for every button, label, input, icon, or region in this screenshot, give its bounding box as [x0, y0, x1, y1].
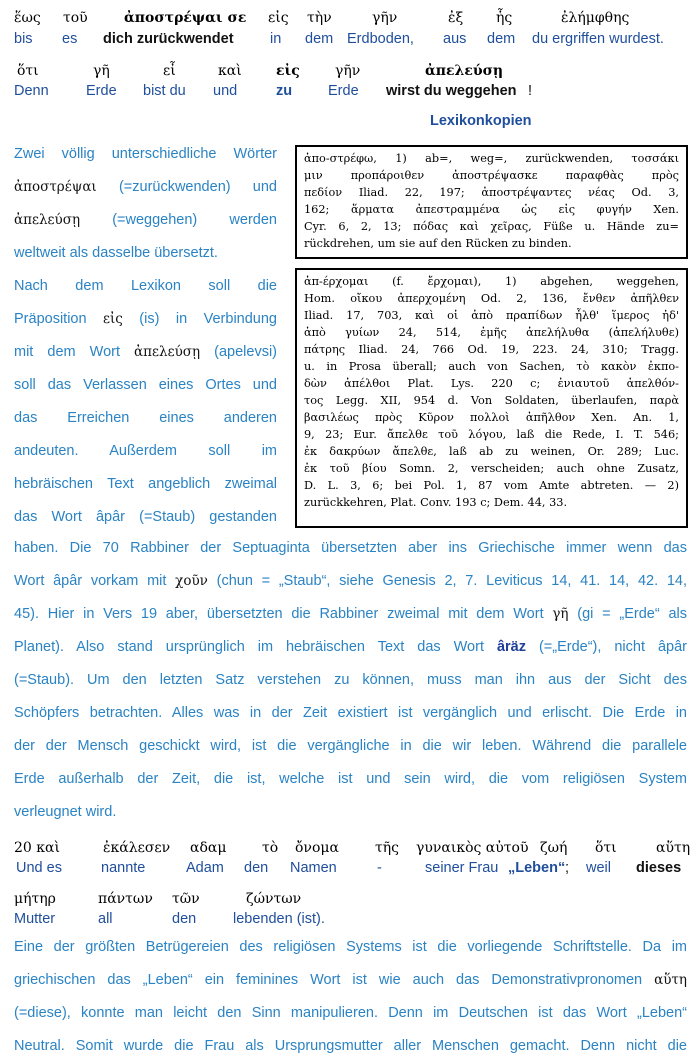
- greek-word: ἐλήμφθης: [561, 10, 630, 26]
- lexicon-line: ἀπὸ γυίων 24, 514, ἐμῆς ἀπελήλυθα (ἀπελήλυθε): [304, 326, 679, 339]
- greek-word: καὶ: [218, 63, 242, 79]
- greek-word: εἰς: [268, 10, 289, 26]
- german-word: Denn: [14, 83, 49, 99]
- lexicon-line: D. L. 3, 6; bei Pol. 1, 87 vom Amte abtreten. — 2): [304, 479, 679, 492]
- german-word: Erdboden,: [347, 31, 414, 47]
- lexicon-line: rückdrehen, um sie auf den Rücken zu binden.: [304, 237, 572, 250]
- german-word: und: [213, 83, 238, 99]
- german-word: aus: [443, 31, 467, 47]
- german-word: Erde: [328, 83, 359, 99]
- greek-word: ἀποστρέψαι σε: [124, 10, 247, 26]
- lexicon-line: ἀπο-στρέφω, 1) ab=, weg=, zurückwenden, τοσσάκι: [304, 152, 679, 165]
- german-word: all: [98, 911, 113, 927]
- text-line: Erde außerhalb der Zeit, die ist, welche ist und sein wird, die vom religiösen System: [14, 771, 687, 787]
- greek-word: ἐκάλεσεν: [103, 840, 171, 856]
- lexicon-line: ἐκ δακρύων ἄπελθε, laß ab zu weinen, Or. 289; Luc.: [304, 445, 679, 458]
- lexicon-line: ἀπ-έρχομαι (f. ἔρχομαι), 1) abgehen, weggehen,: [304, 275, 679, 288]
- text-line: Zwei völlig unterschiedliche Wörter: [14, 146, 277, 162]
- german-word: weil: [586, 860, 611, 876]
- german-word: bis: [14, 31, 33, 47]
- lexicon-line: δὼν ἀπέλθοι Plat. Lys. 220 c; ἐνιαυτοῦ ἀπελθόν-: [304, 377, 679, 390]
- german-word: in: [270, 31, 282, 47]
- german-word: Und es: [16, 860, 62, 876]
- greek-word: αὕτη: [656, 840, 691, 856]
- german-word: nannte: [101, 860, 146, 876]
- greek-word: ὄνομα: [295, 840, 339, 856]
- german-word: Namen: [290, 860, 337, 876]
- text-line: 45). Hier in Vers 19 aber, übersetzten die Rabbiner zweimal mit dem Wort γῆ (gi = „Erde“ als: [14, 606, 687, 622]
- greek-word: εἶ: [163, 63, 176, 79]
- text-line: andeuten. Außerdem soll im: [14, 443, 277, 459]
- lexicon-line: πάτρης Iliad. 24, 766 Od. 19, 223. 24, 310; Tragg.: [304, 343, 679, 356]
- greek-word: αδαμ: [190, 840, 227, 856]
- greek-word: 20 καὶ: [14, 840, 60, 856]
- german-word: es: [62, 31, 78, 47]
- german-word: zu: [276, 83, 293, 99]
- german-word: lebenden (ist).: [233, 911, 325, 927]
- greek-word: γῆν: [372, 10, 398, 26]
- german-word: „Leben“: [508, 860, 566, 876]
- text-line: ἀποστρέψαι (=zurückwenden) und: [14, 179, 277, 195]
- greek-word: ὅτι: [17, 63, 39, 79]
- greek-word: τὴν: [307, 10, 332, 26]
- text-line: verleugnet wird.: [14, 804, 117, 820]
- text-line: (=diese), konnte man leicht den Sinn manipulieren. Denn im Deutschen ist das Wort „Leben“: [14, 1005, 687, 1021]
- text-line: hebräischen Text angeblich zweimal: [14, 476, 277, 492]
- text-line: haben. Die 70 Rabbiner der Septuaginta übersetzten aber ins Griechische immer wenn das: [14, 540, 687, 556]
- lexicon-line: Hom. οἴκου ἀπερχομένη Od. 2, 136, ἔνθεν ἀπῆλθεν: [304, 292, 679, 305]
- greek-word: γῆ: [93, 63, 110, 79]
- text-line: das Wort âpâr (=Staub) gestanden: [14, 509, 277, 525]
- verse19-german-row1: [0, 29, 699, 53]
- lexicon-line: 162; ἅρματα ἀπεστραμμένα ὡς εἰς φυγήν Xen.: [304, 203, 679, 216]
- lexicon-entry-apostrepho: [295, 145, 688, 259]
- lexicon-line: 9, 23; Eur. ἄπελθε τοῦ λόγου, laß die Rede, I. T. 546;: [304, 428, 679, 441]
- greek-word: ζώντων: [246, 891, 302, 907]
- german-word: Mutter: [14, 911, 56, 927]
- text-line: der der Mensch geschickt wird, ist die vergängliche in die wir leben. Während die parallele: [14, 738, 687, 754]
- lexicon-line: μιν προπάροιθεν ἀποστρέψασκε παραφθὰς πρὸς: [304, 169, 679, 182]
- greek-word: ἕως: [14, 10, 41, 26]
- german-word: dich zurückwendet: [103, 31, 234, 47]
- greek-word: γυναικὸς αὐτοῦ: [416, 840, 529, 856]
- german-word: dem: [487, 31, 516, 47]
- lexicon-entry-aperchomai: [295, 268, 688, 528]
- german-word: Adam: [186, 860, 224, 876]
- lexicon-line: zurückkehren, Plat. Conv. 193 c; Dem. 44, 33.: [304, 496, 568, 509]
- greek-word: ἧς: [496, 10, 513, 26]
- text-line: weltweit als dasselbe übersetzt.: [14, 245, 218, 261]
- lexicon-title: Lexikonkopien: [430, 113, 532, 129]
- greek-word: ζωή: [540, 840, 568, 856]
- greek-word: εἰς: [276, 63, 300, 79]
- greek-word: τὸ: [262, 840, 279, 856]
- greek-word: τοῦ: [63, 10, 88, 26]
- text-line: griechischen das „Leben“ ein feminines Wort ist wie auch das Demonstrativpronomen αὕτη: [14, 972, 687, 988]
- text-line: (=Staub). Um den letzten Satz verstehen zu können, muss man ihn aus der Sicht des: [14, 672, 687, 688]
- verse19-german-row2: [0, 81, 699, 105]
- text-line: Präposition εἰς (is) in Verbindung: [14, 311, 277, 327]
- german-word: den: [172, 911, 197, 927]
- text-line: Wort âpâr vorkam mit χοῦν (chun = „Staub“, siehe Genesis 2, 7. Leviticus 14, 41. 14, 42. 14,: [14, 573, 687, 589]
- verse20-german-row2: [0, 909, 699, 933]
- german-word: seiner Frau: [425, 860, 499, 876]
- lexicon-line: βασιλέως πρὸς Κῦρον πολλοὶ ἀπῆλθον Xen. An. 1,: [304, 411, 679, 424]
- german-word: !: [528, 83, 533, 99]
- greek-word: ἀπελεύσῃ: [425, 63, 504, 79]
- lexicon-line: ἐκ τοῦ βίου Somn. 2, verscheiden; auch ohne Zusatz,: [304, 462, 679, 475]
- lexicon-line: u. in Prosa überall; auch von Sachen, τὸ κακὸν ἐκπο-: [304, 360, 679, 373]
- text-line: Planet). Also stand ursprünglich im hebräischen Text das Wort âräz (=„Erde“), nicht âpâr: [14, 639, 687, 655]
- greek-word: ἐξ: [448, 10, 464, 26]
- greek-word: πάντων: [98, 891, 153, 907]
- text-line: ἀπελεύσῃ (=weggehen) werden: [14, 212, 277, 228]
- lexicon-line: Iliad. 17, 703, καὶ οἱ ἀπὸ πραπίδων ἦλθ' ἵμερος ἠδ': [304, 309, 679, 322]
- greek-word: ὅτι: [595, 840, 617, 856]
- german-word: Erde: [86, 83, 117, 99]
- greek-word: τῶν: [172, 891, 200, 907]
- lexicon-line: τος Legg. XII, 954 d. Von Soldaten, überlaufen, παρὰ: [304, 394, 679, 407]
- german-word: den: [244, 860, 269, 876]
- lexicon-line: Cyr. 6, 2, 13; πόδας καὶ χεῖρας, Füße u. Hände zu=: [304, 220, 679, 233]
- verse20-german-row1: [0, 858, 699, 882]
- german-word: -: [377, 860, 382, 876]
- text-line: Schöpfers betrachten. Alles was in der Zeit existiert ist vergänglich und erlischt. Die Erde in: [14, 705, 687, 721]
- german-word: dem: [305, 31, 334, 47]
- greek-word: τῆς: [375, 840, 399, 856]
- text-line: mit dem Wort ἀπελεύσῃ (apelevsi): [14, 344, 278, 360]
- text-line: Neutral. Somit wurde die Frau als Ursprungsmutter aller Menschen gemacht. Denn nicht die: [14, 1038, 687, 1054]
- german-word: du ergriffen wurdest.: [532, 31, 664, 47]
- text-line: das Erreichen eines anderen: [14, 410, 277, 426]
- text-line: Eine der größten Betrügereien des religiösen Systems ist die vorliegende Schriftstelle. Da im: [14, 939, 687, 955]
- text-line: Nach dem Lexikon soll die: [14, 278, 277, 294]
- german-word: wirst du weggehen: [386, 83, 517, 99]
- german-word: ;: [565, 860, 570, 876]
- greek-word: μήτηρ: [14, 891, 56, 907]
- german-word: dieses: [636, 860, 682, 876]
- text-line: soll das Verlassen eines Ortes und: [14, 377, 277, 393]
- greek-word: γῆν: [335, 63, 361, 79]
- german-word: bist du: [143, 83, 186, 99]
- lexicon-line: πεδίον Iliad. 22, 197; ἀποστρέψαντες νέας Od. 3,: [304, 186, 679, 199]
